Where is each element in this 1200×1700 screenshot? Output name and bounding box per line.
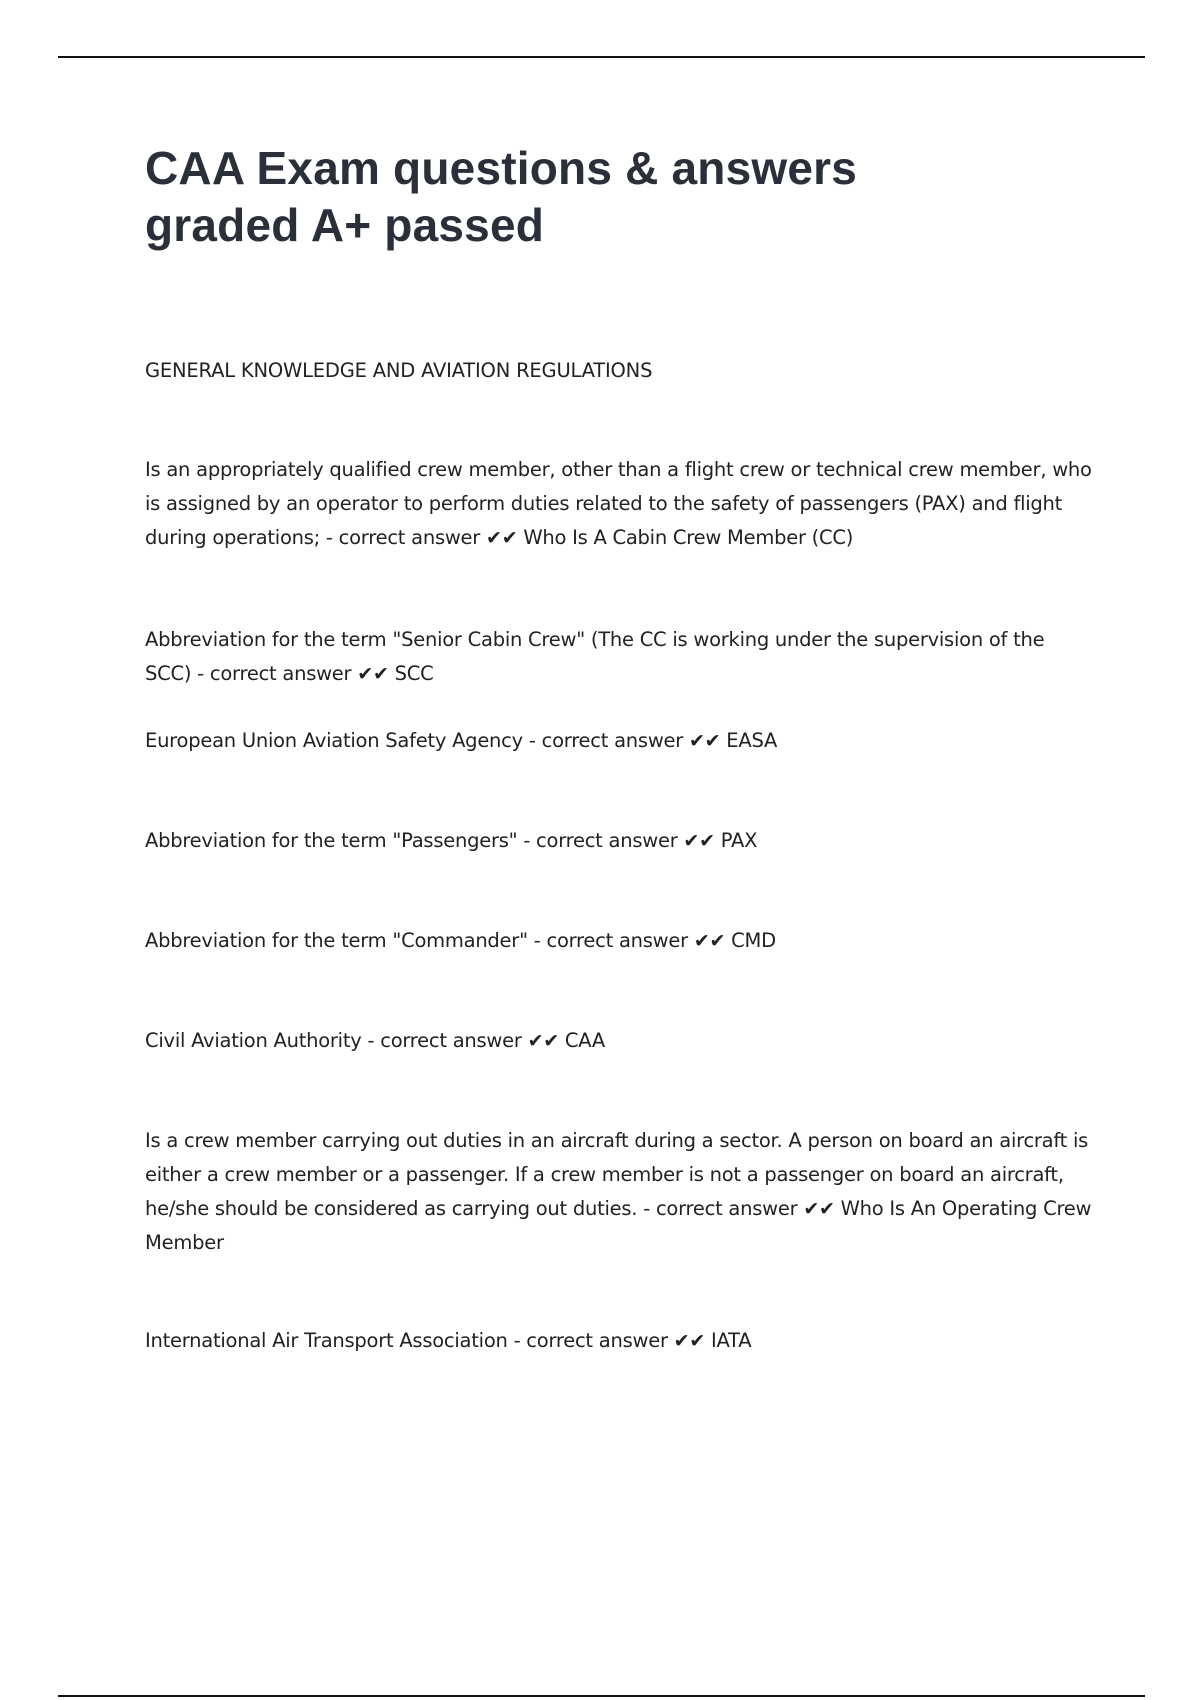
qa-answer: SCC [394,662,434,685]
qa-separator: - correct answer [367,1029,522,1052]
qa-answer: EASA [726,729,778,752]
qa-question: Is a crew member carrying out duties in an aircraft during a sector. A person on board an aircraft is either a crew member or a passenger. If a crew member is not a passenger on board an aircraft, he/she should be considered as carrying out duties. [145,1129,1089,1220]
qa-separator: - correct answer [528,729,684,752]
qa-separator: - correct answer [523,829,678,852]
header-rule [58,56,1145,58]
check-marks-icon: ✔✔ [357,663,389,685]
qa-question: International Air Transport Association [145,1329,508,1352]
qa-separator: - correct answer [643,1197,798,1220]
qa-separator: - correct answer [197,662,352,685]
qa-answer: CMD [731,929,776,952]
check-marks-icon: ✔✔ [689,730,721,752]
qa-separator: - correct answer [513,1329,668,1352]
check-marks-icon: ✔✔ [527,1030,559,1052]
qa-question: Abbreviation for the term "Senior Cabin Crew" (The CC is working under the supervision of the SCC) [145,628,1045,685]
qa-item-2 [145,623,1095,691]
check-marks-icon: ✔✔ [693,930,726,952]
qa-question: Abbreviation for the term "Commander" [145,929,528,952]
qa-question: Civil Aviation Authority [145,1029,362,1052]
qa-item-1 [145,453,1095,555]
qa-item-8 [145,1324,1095,1358]
qa-item-7 [145,1124,1095,1260]
document-title [145,140,1095,254]
qa-answer: IATA [710,1329,752,1352]
check-marks-icon: ✔✔ [673,1330,706,1352]
check-marks-icon: ✔✔ [486,527,518,549]
title-line-1: CAA Exam questions & answers [145,142,857,194]
check-marks-icon: ✔✔ [803,1198,835,1220]
qa-question: Abbreviation for the term "Passengers" [145,829,518,852]
qa-item-5 [145,924,1095,958]
title-line-2: graded A+ passed [145,199,545,251]
check-marks-icon: ✔✔ [683,830,715,852]
qa-item-3 [145,724,1095,758]
qa-item-6 [145,1024,1095,1058]
document-page [145,140,1095,1352]
qa-item-4 [145,824,1095,858]
qa-answer: Who Is An Operating Crew Member [145,1197,1092,1254]
qa-answer: PAX [720,829,758,852]
qa-separator: - correct answer [325,526,481,549]
qa-answer: Who Is A Cabin Crew Member (CC) [523,526,854,549]
section-heading: GENERAL KNOWLEDGE AND AVIATION REGULATIONS [145,359,653,382]
qa-question: Is an appropriately qualified crew member, other than a flight crew or technical crew member, who is assigned by an operator to perform duties related to the safety of passengers (PAX) and flight during operations; [145,458,1092,549]
footer-rule [58,1695,1145,1697]
qa-question: European Union Aviation Safety Agency [145,729,523,752]
qa-separator: - correct answer [533,929,688,952]
qa-answer: CAA [564,1029,605,1052]
